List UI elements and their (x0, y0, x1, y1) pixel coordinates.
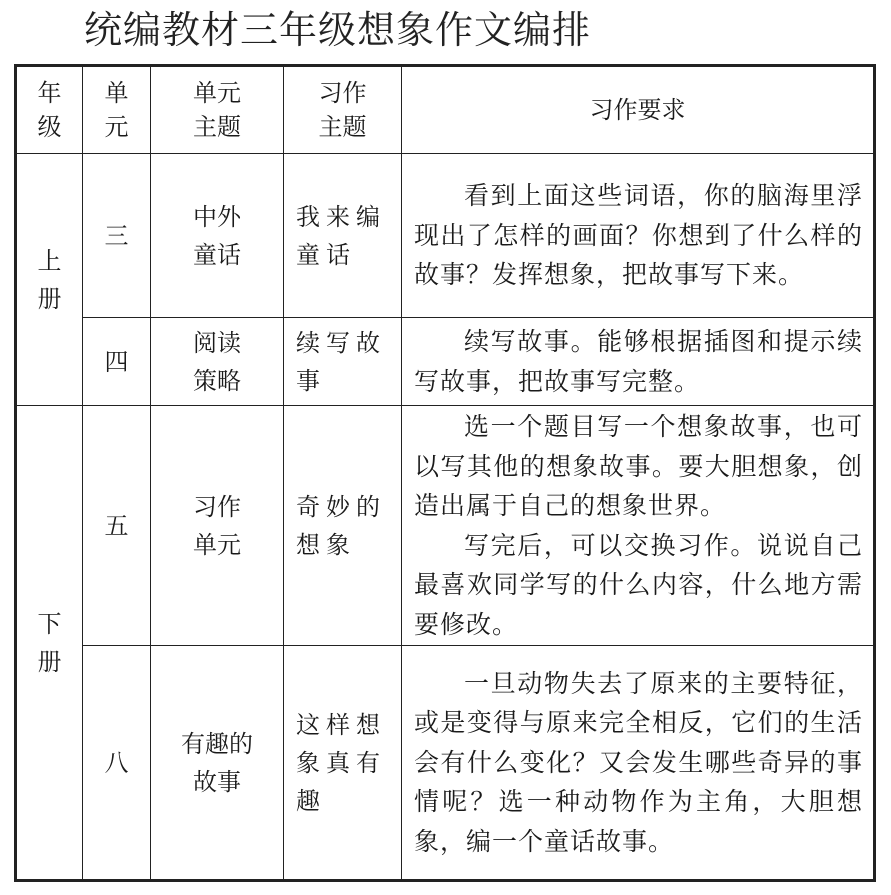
composition-table (14, 64, 876, 882)
header-requirement: 习作要求 (402, 66, 875, 154)
topic-cell: 奇妙的 想象 (284, 406, 402, 646)
grade-cell-upper: 上 册 (16, 154, 83, 406)
unit-cell: 八 (83, 646, 151, 881)
header-unit-theme: 单元 主题 (151, 66, 284, 154)
grade-cell-lower: 下 册 (16, 406, 83, 881)
requirement-cell: 续写故事。能够根据插图和提示续写故事，把故事写完整。 (402, 318, 875, 406)
table-row (16, 318, 875, 406)
topic-cell: 这样想 象真有 趣 (284, 646, 402, 881)
unit-cell: 四 (83, 318, 151, 406)
unit-cell: 五 (83, 406, 151, 646)
requirement-cell: 看到上面这些词语，你的脑海里浮现出了怎样的画面？你想到了什么样的故事？发挥想象，把故事写下来。 (402, 154, 875, 318)
requirement-cell: 一旦动物失去了原来的主要特征，或是变得与原来完全相反，它们的生活会有什么变化？又会发生哪些奇异的事情呢？选一种动物作为主角，大胆想象，编一个童话故事。 (402, 646, 875, 881)
header-unit: 单 元 (83, 66, 151, 154)
theme-cell: 中外 童话 (151, 154, 284, 318)
table-row (16, 154, 875, 318)
requirement-cell: 选一个题目写一个想象故事，也可以写其他的想象故事。要大胆想象，创造出属于自己的想象世界。 写完后，可以交换习作。说说自己最喜欢同学写的什么内容，什么地方需要修改。 (402, 406, 875, 646)
header-grade: 年 级 (16, 66, 83, 154)
table-row (16, 646, 875, 881)
theme-cell: 有趣的 故事 (151, 646, 284, 881)
page-title: 统编教材三年级想象作文编排 (84, 8, 592, 52)
header-row (16, 66, 875, 154)
topic-cell: 续写故 事 (284, 318, 402, 406)
unit-cell: 三 (83, 154, 151, 318)
theme-cell: 阅读 策略 (151, 318, 284, 406)
topic-cell: 我来编 童话 (284, 154, 402, 318)
theme-cell: 习作 单元 (151, 406, 284, 646)
header-composition-topic: 习作 主题 (284, 66, 402, 154)
table-row (16, 406, 875, 646)
